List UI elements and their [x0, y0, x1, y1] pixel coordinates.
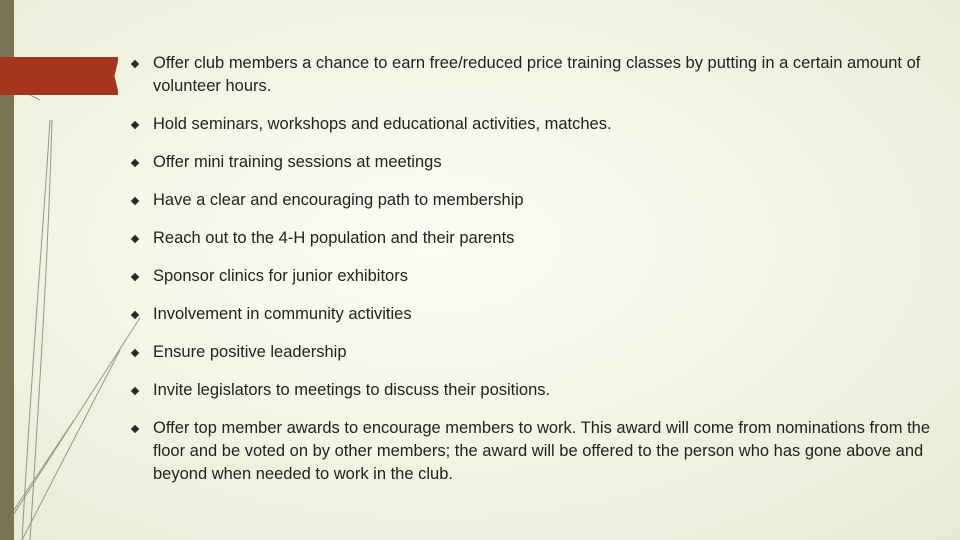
diamond-bullet-icon — [131, 60, 139, 68]
bullet-item — [132, 417, 942, 486]
bullet-item — [132, 341, 942, 364]
diamond-bullet-icon — [131, 197, 139, 205]
bullet-text: Ensure positive leadership — [153, 343, 347, 361]
red-accent-tab — [0, 57, 118, 95]
bullet-item — [132, 189, 942, 212]
diamond-bullet-icon — [131, 273, 139, 281]
bullet-item — [132, 265, 942, 288]
decor-line-4 — [10, 240, 140, 520]
diamond-bullet-icon — [131, 235, 139, 243]
bullet-text: Reach out to the 4-H population and their parents — [153, 229, 515, 247]
bullet-text: Sponsor clinics for junior exhibitors — [153, 267, 408, 285]
diamond-bullet-icon — [131, 387, 139, 395]
decor-line-6 — [30, 95, 40, 100]
bullet-text: Have a clear and encouraging path to membership — [153, 191, 524, 209]
bullet-text: Hold seminars, workshops and educational activities, matches. — [153, 115, 612, 133]
diamond-bullet-icon — [131, 311, 139, 319]
bullet-item — [132, 113, 942, 136]
diamond-bullet-icon — [131, 121, 139, 129]
diamond-bullet-icon — [131, 349, 139, 357]
bullet-item — [132, 379, 942, 402]
bullet-item — [132, 227, 942, 250]
diamond-bullet-icon — [131, 425, 139, 433]
bullet-text: Involvement in community activities — [153, 305, 412, 323]
bullet-item — [132, 52, 942, 98]
bullet-text: Offer mini training sessions at meetings — [153, 153, 442, 171]
bullet-item — [132, 151, 942, 174]
diamond-bullet-icon — [131, 159, 139, 167]
decor-line-3 — [22, 350, 120, 540]
decor-line-2 — [30, 120, 52, 540]
bullet-text: Offer top member awards to encourage members to work. This award will come from nominations from the floor and be voted on by other members; the award will be offered to the person who has gone above and beyond when needed to work in the club. — [153, 419, 931, 483]
bullet-text: Offer club members a chance to earn free/reduced price training classes by putting in a certain amount of volunteer hours. — [153, 54, 921, 95]
bullet-text: Invite legislators to meetings to discuss their positions. — [153, 381, 551, 399]
bullet-list — [132, 52, 942, 486]
slide-content — [132, 52, 942, 501]
bullet-item — [132, 303, 942, 326]
